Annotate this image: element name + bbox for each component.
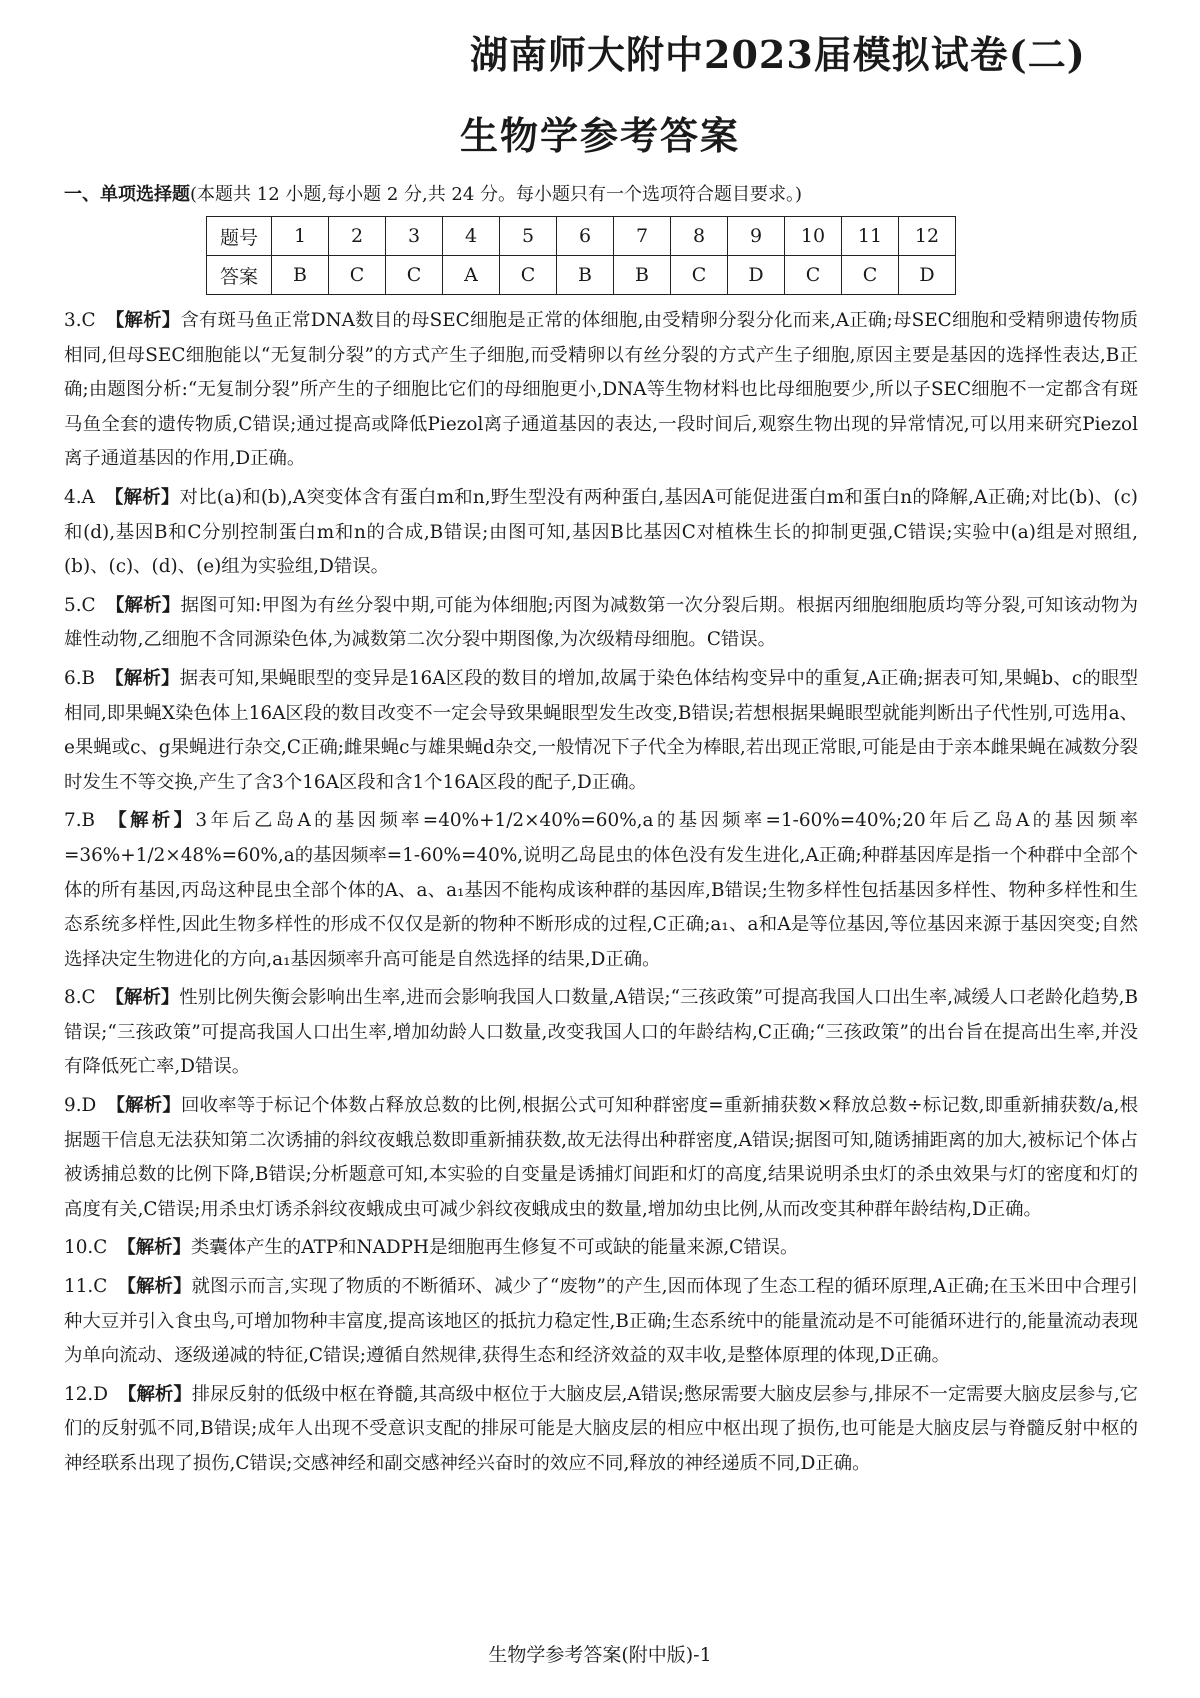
question-number: 12	[899, 217, 956, 256]
section-heading	[64, 180, 802, 206]
analysis-tag: 【解析】	[105, 310, 181, 331]
question-number: 7	[614, 217, 671, 256]
explanation-text: 就图示而言,实现了物质的不断循环、减少了“废物”的产生,因而体现了生态工程的循环原理,A正确;在玉米田中合理引种大豆并引入食虫鸟,可增加物种丰富度,提高该地区的抵抗力稳定性,B正确;生态系统中的能量流动是不可能循环进行的,能量流动表现为单向流动、逐级递减的特征,C错误;遵循自然规律,获得生态和经济效益的双丰收,是整体原理的体现,D正确。	[64, 1276, 1138, 1367]
item-number: 6.B	[64, 667, 96, 689]
answer-cell: D	[728, 256, 785, 295]
question-number: 2	[329, 217, 386, 256]
answer-cell: B	[557, 256, 614, 295]
explanation-item	[64, 1378, 1138, 1482]
answer-cell: A	[443, 256, 500, 295]
explanation-text: 类囊体产生的ATP和NADPH是细胞再生修复不可或缺的能量来源,C错误。	[190, 1237, 799, 1259]
explanation-item	[64, 1270, 1138, 1374]
item-number: 4.A	[64, 486, 95, 508]
analysis-tag: 【解析】	[106, 1095, 181, 1117]
explanation-text: 据图可知:甲图为有丝分裂中期,可能为体细胞;丙图为减数第一次分裂后期。根据丙细胞细胞质均等分裂,可知该动物为雄性动物,乙细胞不含同源染色体,为减数第二次分裂中期图像,为次级精母细胞。C错误。	[64, 594, 1138, 651]
question-number: 3	[386, 217, 443, 256]
question-number: 10	[785, 217, 842, 256]
analysis-tag: 【解析】	[105, 810, 196, 832]
answer-cell: C	[500, 256, 557, 295]
answer-cell: B	[614, 256, 671, 295]
explanation-text: 排尿反射的低级中枢在脊髓,其高级中枢位于大脑皮层,A错误;憋尿需要大脑皮层参与,排尿不一定需要大脑皮层参与,它们的反射弧不同,B错误;成年人出现不受意识支配的排尿可能是大脑皮层的相应中枢出现了损伤,也可能是大脑皮层与脊髓反射中枢的神经联系出现了损伤,C错误;交感神经和副交感神经兴奋时的效应不同,释放的神经递质不同,D正确。	[64, 1383, 1138, 1474]
item-number: 7.B	[64, 810, 96, 832]
answer-table	[206, 216, 956, 295]
page-footer: 生物学参考答案(附中版)-1	[488, 1644, 712, 1666]
explanation-item	[64, 981, 1138, 1085]
item-number: 9.D	[64, 1095, 97, 1117]
explanation-list	[64, 304, 1138, 1486]
question-number: 9	[728, 217, 785, 256]
explanation-text: 回收率等于标记个体数占释放总数的比例,根据公式可知种群密度=重新捕获数×释放总数÷标记数,即重新捕获数/a,根据题干信息无法获知第二次诱捕的斜纹夜蛾总数即重新捕获数,故无法得出种群密度,A错误;据图可知,随诱捕距离的加大,被标记个体占被诱捕总数的比例下降,B错误;分析题意可知,本实验的自变量是诱捕灯间距和灯的高度,结果说明杀虫灯的杀虫效果与灯的密度和灯的高度有关,C错误;用杀虫灯诱杀斜纹夜蛾成虫可减少斜纹夜蛾成虫的数量,增加幼虫比例,从而改变其种群年龄结构,D正确。	[64, 1095, 1138, 1220]
answer-cell: D	[899, 256, 956, 295]
explanation-text: 含有斑马鱼正常DNA数目的母SEC细胞是正常的体细胞,由受精卵分裂分化而来,A正确;母SEC细胞和受精卵遗传物质相同,但母SEC细胞能以“无复制分裂”的方式产生子细胞,而受精卵以有丝分裂的方式产生子细胞,原因主要是基因的选择性表达,B正确;由题图分析:“无复制分裂”所产生的子细胞比它们的母细胞更小,DNA等生物材料也比母细胞要少,所以子SEC细胞不一定都含有斑马鱼全套的遗传物质,C错误;通过提高或降低Piezol离子通道基因的表达,一段时间后,观察生物出现的异常情况,可以用来研究Piezol离子通道基因的作用,D正确。	[64, 310, 1138, 470]
answer-cell: C	[386, 256, 443, 295]
item-number: 12.D	[64, 1383, 108, 1405]
answer-cell: C	[671, 256, 728, 295]
answer-cell: C	[842, 256, 899, 295]
item-number: 10.C	[64, 1237, 108, 1259]
question-number: 4	[443, 217, 500, 256]
explanation-item	[64, 1231, 1138, 1266]
explanation-item	[64, 804, 1138, 977]
row-label: 答案	[207, 256, 272, 295]
explanation-item	[64, 662, 1138, 800]
answer-row	[207, 256, 956, 295]
analysis-tag: 【解析】	[105, 594, 181, 616]
item-number: 11.C	[64, 1276, 108, 1298]
row-label: 题号	[207, 217, 272, 256]
explanation-item	[64, 481, 1138, 585]
analysis-tag: 【解析】	[117, 1276, 192, 1298]
analysis-tag: 【解析】	[104, 486, 180, 508]
question-number-row	[207, 217, 956, 256]
question-number: 8	[671, 217, 728, 256]
document-title: 生物学参考答案	[459, 113, 740, 158]
explanation-text: 性别比例失衡会影响出生率,进而会影响我国人口数量,A错误;“三孩政策”可提高我国人口出生率,减缓人口老龄化趋势,B错误;“三孩政策”可提高我国人口出生率,增加幼龄人口数量,改变我国人口的年龄结构,C正确;“三孩政策”的出台旨在提高出生率,并没有降低死亡率,D错误。	[64, 987, 1138, 1078]
item-number: 3.C	[64, 310, 96, 331]
explanation-item	[64, 589, 1138, 658]
question-number: 1	[272, 217, 329, 256]
question-number: 11	[842, 217, 899, 256]
section-note: (本题共 12 小题,每小题 2 分,共 24 分。每小题只有一个选项符合题目要求。)	[190, 184, 803, 205]
item-number: 8.C	[64, 987, 96, 1009]
explanation-text: 据表可知,果蝇眼型的变异是16A区段的数目的增加,故属于染色体结构变异中的重复,A正确;据表可知,果蝇b、c的眼型相同,即果蝇X染色体上16A区段的数目改变不一定会导致果蝇眼型发生改变,B错误;若想根据果蝇眼型就能判断出子代性别,可选用a、e果蝇或c、g果蝇进行杂交,C正确;雌果蝇c与雄果蝇d杂交,一般情况下子代全为棒眼,若出现正常眼,可能是由于亲本雌果蝇在减数分裂时发生不等交换,产生了含3个16A区段和含1个16A区段的配子,D正确。	[64, 667, 1138, 793]
analysis-tag: 【解析】	[118, 1383, 192, 1405]
answer-cell: C	[785, 256, 842, 295]
analysis-tag: 【解析】	[117, 1237, 191, 1259]
exam-title: 湖南师大附中2023届模拟试卷(二)	[470, 32, 1086, 77]
question-number: 6	[557, 217, 614, 256]
answer-cell: C	[329, 256, 386, 295]
answer-cell: B	[272, 256, 329, 295]
explanation-text: 对比(a)和(b),A突变体含有蛋白m和n,野生型没有两种蛋白,基因A可能促进蛋白m和蛋白n的降解,A正确;对比(b)、(c)和(d),基因B和C分别控制蛋白m和n的合成,B错误;由图可知,基因B比基因C对植株生长的抑制更强,C错误;实验中(a)组是对照组,(b)、(c)、(d)、(e)组为实验组,D错误。	[64, 486, 1138, 578]
item-number: 5.C	[64, 594, 96, 616]
explanation-item	[64, 1089, 1138, 1227]
analysis-tag: 【解析】	[105, 667, 180, 689]
analysis-tag: 【解析】	[105, 987, 180, 1009]
explanation-text: 3年后乙岛A的基因频率=40%+1/2×40%=60%,a的基因频率=1-60%=40%;20年后乙岛A的基因频率=36%+1/2×48%=60%,a的基因频率=1-60%=40%,说明乙岛昆虫的体色没有发生进化,A正确;种群基因库是指一个种群中全部个体的所有基因,丙岛这种昆虫全部个体的A、a、a₁基因不能构成该种群的基因库,B错误;生物多样性包括基因多样性、物种多样性和生态系统多样性,因此生物多样性的形成不仅仅是新的物种不断形成的过程,C正确;a₁、a和A是等位基因,等位基因来源于基因突变;自然选择决定生物进化的方向,a₁基因频率升高可能是自然选择的结果,D正确。	[64, 810, 1138, 970]
section-title: 一、单项选择题	[64, 184, 190, 205]
explanation-item	[64, 304, 1138, 477]
question-number: 5	[500, 217, 557, 256]
